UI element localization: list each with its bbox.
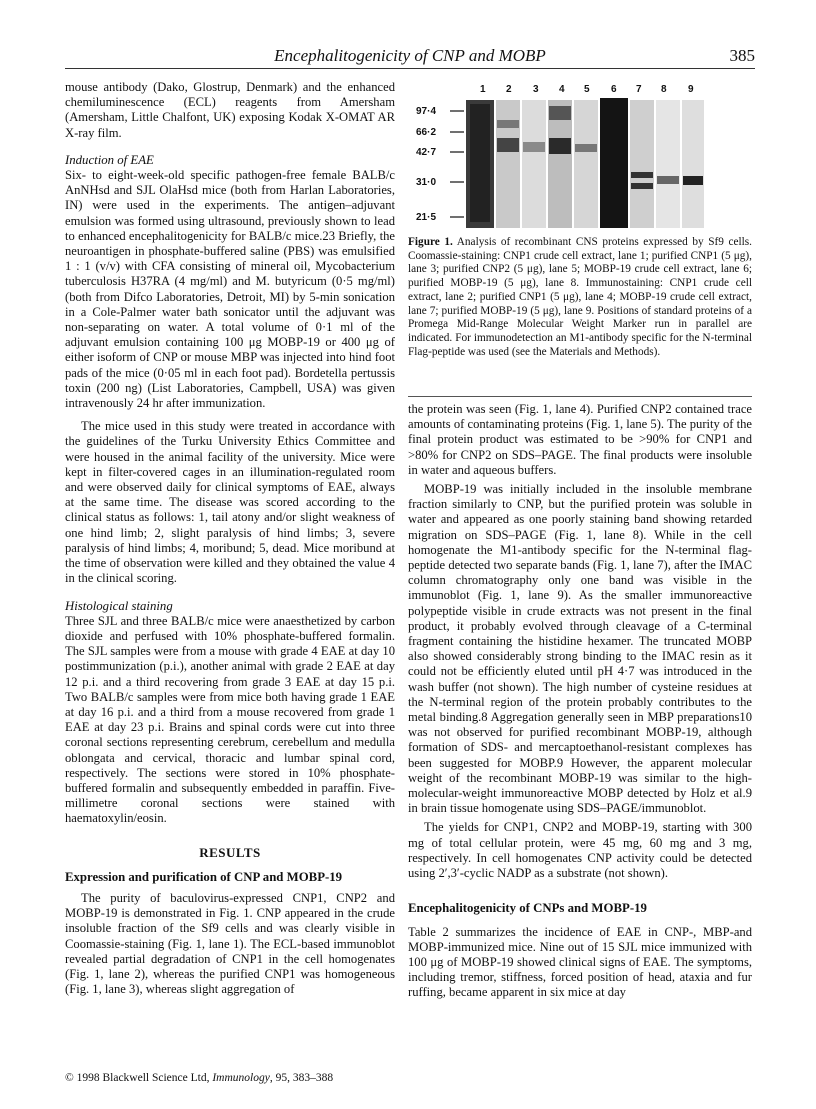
section-heading-results: RESULTS: [199, 844, 261, 860]
section-heading-expression: Expression and purification of CNP and MOBP-19: [65, 869, 343, 884]
lane-label: 5: [584, 84, 590, 95]
marker-label: 42·7: [416, 147, 437, 158]
figure-1-gel: [414, 80, 704, 230]
paragraph: the protein was seen (Fig. 1, lane 4). Purified CNP2 contained trace amounts of contaminating proteins (Fig. 1, lane 5). The purity of the final protein product was estimated to be >90% for CNP1 and >80% for CNP2 on SDS–PAGE. The final products were insoluble in water and aqueous buffers.: [408, 402, 752, 477]
page-number: 385: [729, 46, 755, 65]
gel-lanes: [466, 98, 704, 228]
lane-label: 8: [661, 84, 667, 95]
section-heading-induction: Induction of EAE: [65, 152, 154, 167]
section-heading-histology: Histological staining: [65, 598, 173, 613]
lane-label: 4: [559, 84, 565, 95]
lane-label: 9: [688, 84, 694, 95]
paragraph: Six- to eight-week-old specific pathogen-free female BALB/c AnNHsd and SJL OlaHsd mice (both from Harlan Laboratories, IN) were used in the experiments. The antigen–adjuvant emulsion was formed using ultrasound, previously shown to lead to enhanced encephalitogenicity for BALB/c mice.23 Briefly, the neuroantigen in phosphate-buffered saline (PBS) was emulsified 1 : 1 (v/v) with CFA consisting of mineral oil, Mycobacterium tuberculosis H37RA (4 mg/ml) and M. butyricum (0·5 mg/ml) (both from Difco Laboratories, Detroit, MI) by 5-min sonication in a Cole-Palmer water bath sonicator until the adjuvant was non-separating on water. A total volume of 0·1 ml of the adjuvant emulsion containing 100 μg MOBP-19 or 400 μg of either isoform of CNP or mouse MBP was injected into hind foot pads of the mice (0·05 ml in each foot pad). Bordetella pertussis toxin (200 ng) (List Laboratories, Campbell, USA) was given intravenously 24 hr after immunization.: [65, 168, 395, 411]
paragraph: Table 2 summarizes the incidence of EAE in CNP-, MBP-and MOBP-immunized mice. Nine out of 15 SJL mice immunized with 100 μg of MOBP-19 showed clinical signs of EAE. The symptoms, including tremor, stiffness, forced position of head, ataxia and fur ruffing, became apparent in six mice at day: [408, 924, 752, 1000]
lane-label: 2: [506, 84, 512, 95]
marker-label: 66·2: [416, 127, 437, 138]
paragraph: The mice used in this study were treated in accordance with the guidelines of the Turku University Ethics Committee and were housed in the animal facility of the university. Mice were kept in filter-covered cages in an illumination-regulated room and were observed daily for clinical symptoms of EAE, always at the same time. The disease was scored according to the clinical status as follows: 1, tail atony and/or slight weakness of one hind limb; 2, slight paralysis of hind limbs; 3, severe paralysis of hind limbs; 4, moribund; 5, dead. Mice moribund at the time of observation were killed and they obtained the value 4 in the clinical scoring.: [65, 419, 395, 586]
lane-label: 1: [480, 84, 486, 95]
lane-label: 3: [533, 84, 539, 95]
caption-text: Analysis of recombinant CNS proteins expressed by Sf9 cells. Coomassie-staining: CNP1 crude cell extract, lane 1; purified CNP1 (5 μg), lane 3; purified CNP2 (5 μg), lane 5; MOBP-19 crude cell extract, lane 6; purified MOBP-19 (5 μg), lane 8. Immunostaining: CNP1 crude cell extract, lane 2; purified CNP1 (5 μg), lane 4; MOBP-19 crude cell extract, lane 7; purified MOBP-19 (5 μg), lane 9. Positions of standard proteins of a Promega Mid-Range Molecular Weight Marker run in parallel are indicated. For immunodetection an M1-antibody specific for the N-terminal Flag-peptide was used (see the Materials and Methods).: [408, 236, 753, 358]
journal-name: Immunology: [212, 1072, 270, 1084]
left-column: [65, 80, 395, 997]
right-column: [408, 402, 752, 1001]
paragraph: The purity of baculovirus-expressed CNP1, CNP2 and MOBP-19 is demonstrated in Fig. 1. CNP appeared in the crude insoluble fraction of the Sf9 cells and was clearly visible in Coomassie-staining (Fig. 1, lane 1). The ECL-based immunoblot revealed partial degradation of CNP1 in the cell homogenates (Fig. 1, lane 2), whereas the purified CNP1 was homogeneous (Fig. 1, lane 3), whereas slight aggregation of: [65, 890, 395, 997]
paragraph: MOBP-19 was initially included in the insoluble membrane fraction similarly to CNP, but the purified protein was soluble in water and appeared as one poorly staining band showing retarded migration on SDS–PAGE (Fig. 1, lane 8). While in the cell homogenate the M1-antibody specific for the N-terminal flag-peptide detected two separate bands (Fig. 1, lane 7), after the IMAC column chromatography only one band was visible in the immunoblot (Fig. 1, lane 9). As the smaller immunoreactive polypeptide visible in crude extracts was not present in the final product, it probably evolved through cleavage of a C-terminal fragment containing the histidine hexamer. The truncated MOBP also showed considerably strong binding to the IMAC resin as it could not be efficiently eluted until pH 4·7 was introduced in the wash buffer (not shown). The high number of cysteine residues at the N-terminal region of the protein probably contributes to the metal binding.8 Aggregation generally seen in MBP preparations10 was not observed for purified recombinant MOBP-19, although formation of SDS- and mercaptoethanol-resistant complexes has been suggested for MOBP.9 However, the apparent molecular weight of the recombinant MOBP-19 was similar to the high-molecular-weight immunoreactive MOBP detected by Holz et al.9 in brain tissue homogenate using SDS–PAGE/immunoblot.: [408, 482, 752, 816]
caption-divider: [408, 396, 752, 397]
running-header: [65, 44, 755, 69]
marker-labels: [416, 106, 464, 223]
lane-labels: [480, 84, 694, 95]
lane-label: 6: [611, 84, 617, 95]
figure-caption: [408, 236, 752, 359]
running-title: Encephalitogenicity of CNP and MOBP: [274, 46, 546, 65]
marker-label: 31·0: [416, 177, 437, 188]
page-footer: [65, 1072, 333, 1084]
paragraph: The yields for CNP1, CNP2 and MOBP-19, starting with 300 mg of total cellular protein, were 45 mg, 60 mg and 3 mg, respectively. In cell homogenates CNP activity could be detected using 2′,3′-cyclic NADP as a substrate (not shown).: [408, 820, 752, 881]
marker-label: 97·4: [416, 106, 437, 117]
figure-label: Figure 1.: [408, 236, 453, 248]
copyright: © 1998 Blackwell Science Ltd,: [65, 1072, 213, 1084]
section-heading-encephalitogenicity: Encephalitogenicity of CNPs and MOBP-19: [408, 901, 647, 916]
paragraph: Three SJL and three BALB/c mice were anaesthetized by carbon dioxide and perfused with 10% phosphate-buffered formalin. The SJL samples were from a mouse with grade 4 EAE at day 10 postimmunization (p.i.), another animal with grade 2 EAE at day 12 p.i. and a third recovering from grade 3 EAE at day 15 p.i. Two BALB/c samples were from mice both having grade 1 EAE at day 16 p.i. and a third from a mouse recovered from grade 1 EAE at day 23 p.i. Brains and spinal cords were cut into three coronal sections representing cerebrum, cerebellum and medulla oblongata and cervical, thoracic and lumbar spinal cord, respectively. The sections were stored in 10% phosphate-buffered formalin and subsequently embedded in paraffin. Five-millimetre coronal sections were stained with haematoxylin/eosin.: [65, 613, 395, 826]
volume-info: , 95, 383–388: [269, 1072, 334, 1084]
paragraph: mouse antibody (Dako, Glostrup, Denmark) and the enhanced chemiluminescence (ECL) reagents from Amersham (Amersham, Little Chalfont, UK) exposing Kodak X-OMAT AR X-ray film.: [65, 80, 395, 140]
lane-label: 7: [636, 84, 642, 95]
marker-label: 21·5: [416, 212, 437, 223]
